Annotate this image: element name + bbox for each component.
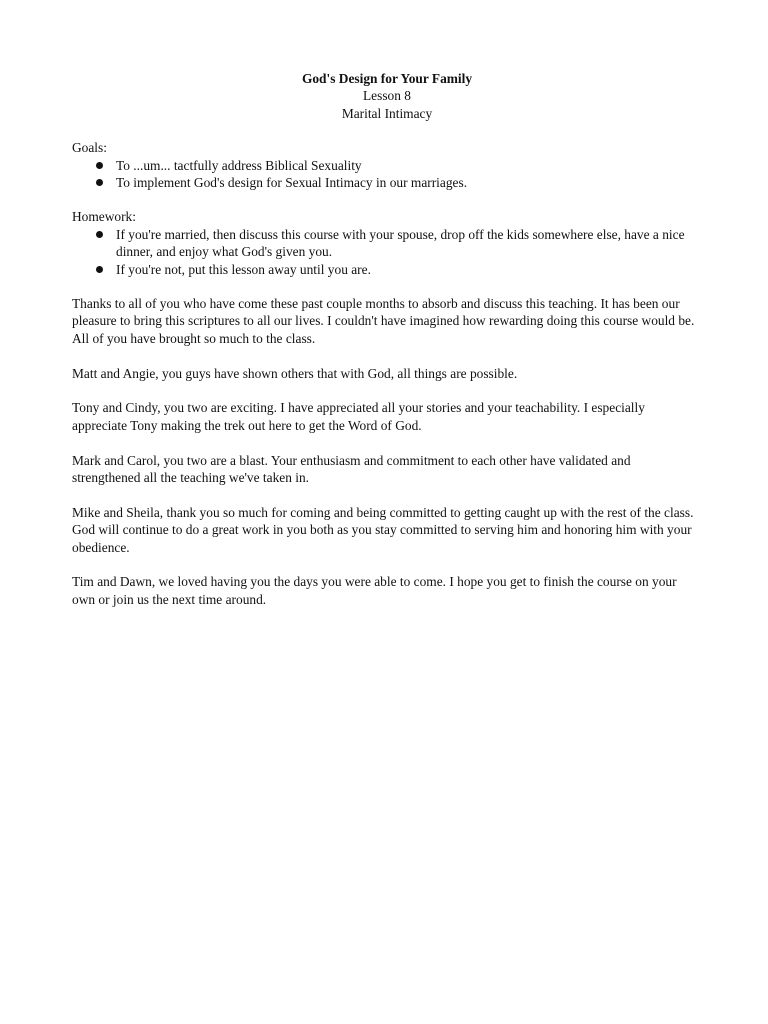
goal-item: To ...um... tactfully address Biblical Sexuality [72, 157, 702, 174]
goals-list [72, 157, 702, 192]
document-header [72, 70, 702, 122]
document-page [72, 70, 702, 626]
couple-note-tony-cindy: Tony and Cindy, you two are exciting. I have appreciated all your stories and your teachability. I especially appreciate Tony making the trek out here to get the Word of God. [72, 400, 645, 433]
couple-note-mike-sheila: Mike and Sheila, thank you so much for coming and being committed to getting caught up with the rest of the class. God will continue to do a great work in you both as you stay committed to serving him and honoring him with your obedience. [72, 504, 694, 555]
couple-note-matt-angie: Matt and Angie, you guys have shown others that with God, all things are possible. [72, 365, 518, 381]
thanks-paragraph: Thanks to all of you who have come these past couple months to absorb and discuss this teaching. It has been our pleasure to bring this scriptures to all our lives. I couldn't have imagined how rewarding doing this course would be. All of you have brought so much to the class. [72, 296, 695, 346]
homework-item: If you're not, put this lesson away until you are. [72, 261, 702, 278]
document-title: God's Design for Your Family [301, 71, 473, 86]
homework-label: Homework: [72, 209, 136, 225]
goals-label: Goals: [72, 140, 107, 156]
homework-list [72, 226, 702, 278]
couple-note-mark-carol: Mark and Carol, you two are a blast. Your enthusiasm and commitment to each other have validated and strengthened all the teaching we've taken in. [72, 452, 631, 486]
couple-note-tim-dawn: Tim and Dawn, we loved having you the days you were able to come. I hope you get to finish the course on your own or join us the next time around. [72, 574, 677, 607]
lesson-number: Lesson 8 [363, 88, 411, 104]
goal-item: To implement God's design for Sexual Intimacy in our marriages. [72, 174, 702, 191]
lesson-topic: Marital Intimacy [341, 105, 433, 121]
homework-item: If you're married, then discuss this course with your spouse, drop off the kids somewhere else, have a nice dinner, and enjoy what God's given you. [72, 226, 702, 261]
